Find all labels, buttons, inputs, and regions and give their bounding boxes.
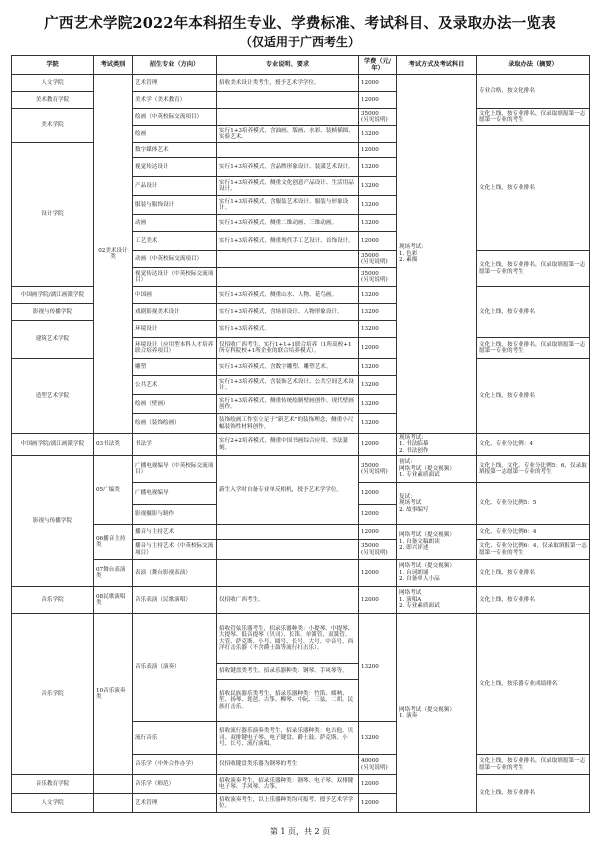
tuition-cell: 12000 xyxy=(359,505,397,525)
tuition-cell: 13200 xyxy=(359,196,397,215)
college-cell: 中国画学院/漓江画派学院 xyxy=(12,287,94,304)
major-cell: 广播电视编导 xyxy=(133,483,217,505)
major-cell: 戏剧影视美术设计 xyxy=(133,304,217,321)
college-cell: 影视与传播学院 xyxy=(12,456,94,587)
description-cell: 实行1+3培养模式，侧重二维动画、三维动画。 xyxy=(217,215,359,232)
description-cell: 实行1+3培养模式，侧重现代手工艺设计、首饰设计。 xyxy=(217,232,359,251)
tuition-cell: 12000 xyxy=(359,232,397,251)
page-subtitle: （仅适用于广西考生） xyxy=(239,35,360,49)
major-cell: 服装与服饰设计 xyxy=(133,196,217,215)
exam-method-cell: 网络考试（提交视频） 1. 演奏 xyxy=(397,614,477,813)
description-cell xyxy=(217,560,359,587)
admissions-table xyxy=(11,55,590,813)
description-cell: 实行1+3培养模式，侧重传统绘制壁画创作、现代壁画创作。 xyxy=(217,395,359,414)
tuition-cell: 12000 xyxy=(359,434,397,456)
description-cell: 实行1+3培养模式，含品牌形象设计、装潢艺术设计。 xyxy=(217,158,359,177)
exam-category-cell: 06播音主持类 xyxy=(94,525,133,560)
tuition-cell: 13200 xyxy=(359,414,397,434)
exam-category-cell: 10音乐演奏类 xyxy=(94,614,133,775)
exam-method-cell: 现场考试： 1. 书法临摹 2. 书法创作 xyxy=(397,434,477,456)
description-cell xyxy=(217,143,359,158)
description-cell xyxy=(217,251,359,268)
college-cell: 设计学院 xyxy=(12,143,94,287)
admission-cell: 文化上线，按专业排名，仅录取填报第一志愿第一专业的考生 xyxy=(477,109,590,126)
tuition-cell: 12000 xyxy=(359,794,397,813)
tuition-cell: 13200 xyxy=(359,395,397,414)
header-tuition: 学费（元/年） xyxy=(359,56,397,75)
tuition-cell: 35000 (另见说明) xyxy=(359,109,397,126)
college-cell: 美术学院 xyxy=(12,109,94,143)
table-row xyxy=(12,75,590,92)
exam-method-cell: 网络考试 1. 演唱A 2. 专业素质面试 xyxy=(397,587,477,614)
header-description: 专业说明、要求 xyxy=(217,56,359,75)
tuition-cell: 13200 xyxy=(359,177,397,196)
admission-cell: 文化上线，按专业排名 xyxy=(477,560,590,587)
header-major: 招生专业（方向） xyxy=(133,56,217,75)
admission-cell: 文化上线，按乐器专业成绩排名 xyxy=(477,614,590,755)
major-cell: 环境设计（应用型本科人才培养联合培养项目） xyxy=(133,338,217,359)
major-cell: 流行音乐 xyxy=(133,722,217,755)
major-cell: 音乐学（师范） xyxy=(133,775,217,794)
tuition-cell: 13200 xyxy=(359,287,397,304)
description-cell: 招收美术设计类考生，授予艺术学学位。 xyxy=(217,75,359,92)
admission-cell: 文化、专业分比例5：5 xyxy=(477,483,590,525)
description-cell: 装饰绘画工作室立足于“新艺术”的装饰理念，侧重小尺幅装饰性材料创作。 xyxy=(217,414,359,434)
college-cell: 影视与传播学院 xyxy=(12,304,94,321)
major-cell: 播音与主持艺术（中英校际交流项目） xyxy=(133,540,217,560)
description-cell xyxy=(217,268,359,287)
tuition-cell: 12000 xyxy=(359,587,397,614)
table-row xyxy=(12,614,590,664)
admission-cell: 文化上线，按专业排名，仅录取填报第一志愿第一专业的考生 xyxy=(477,338,590,359)
admission-cell: 文化、专业分比例6：4 xyxy=(477,525,590,540)
major-cell: 工艺美术 xyxy=(133,232,217,251)
admission-cell: 文化、专业分比例：4 xyxy=(477,434,590,456)
table-row xyxy=(12,560,590,587)
description-cell: 仅招收广西考生。 xyxy=(217,587,359,614)
tuition-cell: 13200 xyxy=(359,722,397,755)
tuition-cell: 12000 xyxy=(359,775,397,794)
page-footer: 第 1 页，共 2 页 xyxy=(269,827,331,836)
table-row xyxy=(12,587,590,614)
description-cell: 招收管弦乐器考生，招录乐器种类：小提琴、中提琴、大提琴、低音提琴（贝司）、长笛、单簧管、双簧管、大管、萨克斯、小号、圆号、长号、大号、中音号、西洋打击乐器（不含爵士鼓等流行打击乐）。 xyxy=(217,614,359,664)
major-cell: 产品设计 xyxy=(133,177,217,196)
admission-cell: 文化上线，按专业排名，仅录取填报第一志愿第一专业的考生 xyxy=(477,755,590,775)
major-cell: 绘画（装饰绘画） xyxy=(133,414,217,434)
exam-category-cell: 07舞台表演类 xyxy=(94,560,133,587)
admission-cell: 文化上线，按专业排名 xyxy=(477,359,590,434)
tuition-cell: 13200 xyxy=(359,304,397,321)
header-exam-category: 考试类别 xyxy=(94,56,133,75)
description-cell: 招收流行器乐演奏类考生，招录乐器种类：电吉他、贝司、双排键电子琴、电子键盘、爵士鼓、萨克斯、小号、长号、流行演唱。 xyxy=(217,722,359,755)
tuition-cell: 13200 xyxy=(359,215,397,232)
major-cell: 美术学（美术教育） xyxy=(133,92,217,109)
tuition-cell: 13200 xyxy=(359,126,397,143)
tuition-cell: 13200 xyxy=(359,376,397,395)
exam-method-cell: 网络考试（提交视频） 1. 自备文稿朗读 2. 即兴评述 xyxy=(397,525,477,560)
table-header-row xyxy=(12,56,590,75)
table-row xyxy=(12,525,590,540)
table-row xyxy=(12,456,590,483)
admission-cell: 文化上线，按专业排名 xyxy=(477,126,590,251)
description-cell: 实行1+3培养模式。 xyxy=(217,321,359,338)
college-cell: 音乐学院 xyxy=(12,587,94,614)
admission-cell: 专业合格，按文化排名 xyxy=(477,75,590,109)
tuition-cell: 12000 xyxy=(359,338,397,359)
admission-cell: 文化上线，按专业排名 xyxy=(477,587,590,614)
major-cell: 绘画（中英校际交流项目） xyxy=(133,109,217,126)
description-cell xyxy=(217,109,359,126)
major-cell: 视觉传达设计 xyxy=(133,158,217,177)
college-cell: 人文学院 xyxy=(12,75,94,92)
table-row xyxy=(12,434,590,456)
tuition-cell: 12000 xyxy=(359,560,397,587)
exam-method-cell: 现场考试： 1. 色彩 2. 素描 xyxy=(397,75,477,434)
exam-category-cell xyxy=(94,794,133,813)
tuition-cell: 35000 (另见说明) xyxy=(359,268,397,287)
description-cell: 招收演奏考生，以上乐器种类均可报考，授予艺术学学位。 xyxy=(217,794,359,813)
description-cell: 新生入学时自备专业单反相机，授予艺术学学位。 xyxy=(217,456,359,525)
description-cell: 实行1+3培养模式，侧重文化创意产品设计、生活用品设计。 xyxy=(217,177,359,196)
description-cell: 仅招收广西考生，实行1+1+1联合培养（1所高校+1所专科院校+1所企业的联合培养模式）。 xyxy=(217,338,359,359)
exam-category-cell xyxy=(94,775,133,794)
admission-cell: 文化、专业分比例6：4，仅录取填报第一志愿第一专业的考生 xyxy=(477,540,590,560)
major-cell: 公共艺术 xyxy=(133,376,217,395)
major-cell: 音乐学（中外合作办学） xyxy=(133,755,217,775)
major-cell: 音乐表演（民歌演唱） xyxy=(133,587,217,614)
tuition-cell: 13200 xyxy=(359,614,397,722)
description-cell xyxy=(217,92,359,109)
tuition-cell: 12000 xyxy=(359,525,397,540)
description-cell xyxy=(217,525,359,540)
tuition-cell: 12000 xyxy=(359,483,397,505)
table-row xyxy=(12,775,590,794)
admission-cell: 文化上线，按专业排名 xyxy=(477,775,590,813)
tuition-cell: 13200 xyxy=(359,321,397,338)
description-cell: 实行1+3培养模式，含服装艺术设计、服装与形象设计。 xyxy=(217,196,359,215)
description-cell xyxy=(217,540,359,560)
major-cell: 绘画 xyxy=(133,126,217,143)
exam-method-cell: 网络考试（提交视频） 1. 台词朗诵 2. 自备单人小品 xyxy=(397,560,477,587)
college-cell: 造型艺术学院 xyxy=(12,359,94,434)
description-cell: 招收演奏考生，招录乐器种类：钢琴、电子琴、双排键电子琴、手风琴、古筝。 xyxy=(217,775,359,794)
major-cell: 影视摄影与制作 xyxy=(133,505,217,525)
major-cell: 动画（中英校际交流项目） xyxy=(133,251,217,268)
major-cell: 雕塑 xyxy=(133,359,217,376)
major-cell: 艺术管理 xyxy=(133,75,217,92)
college-cell: 中国画学院/漓江画派学院 xyxy=(12,434,94,456)
tuition-cell: 12000 xyxy=(359,143,397,158)
tuition-cell: 35000 (另见说明) xyxy=(359,540,397,560)
major-cell: 视觉传达设计（中英校际交流项目） xyxy=(133,268,217,287)
major-cell: 表演（舞台影视表演） xyxy=(133,560,217,587)
tuition-cell: 12000 xyxy=(359,92,397,109)
exam-category-cell: 03书法类 xyxy=(94,434,133,456)
header-college: 学院 xyxy=(12,56,94,75)
tuition-cell: 40000 (另见说明) xyxy=(359,755,397,775)
major-cell: 环境设计 xyxy=(133,321,217,338)
exam-method-cell: 初试： 网络考试（提交视频） 1. 专业素质面试 xyxy=(397,456,477,483)
major-cell: 音乐表演（演奏） xyxy=(133,614,217,722)
college-cell: 音乐学院 xyxy=(12,614,94,775)
major-cell: 动画 xyxy=(133,215,217,232)
major-cell: 绘画（壁画） xyxy=(133,395,217,414)
tuition-cell: 35000 (另见说明) xyxy=(359,251,397,268)
major-cell: 艺术管理 xyxy=(133,794,217,813)
description-cell: 实行2+2培养模式，侧重中国书画综合应用、书法篆刻。 xyxy=(217,434,359,456)
admission-cell: 文化上线，按专业排名，仅录取填报第一志愿第一专业的考生 xyxy=(477,251,590,287)
admission-cell: 文化上线，文化、专业分比例5：6，仅录取填报第一志愿第一专业的考生 xyxy=(477,456,590,483)
description-cell: 仅招收键盘类乐器为钢琴的考生 xyxy=(217,755,359,775)
exam-category-cell: 02美术设计类 xyxy=(94,75,133,434)
major-cell: 广播电视编导（中英校际交流项目） xyxy=(133,456,217,483)
college-cell: 人文学院 xyxy=(12,794,94,813)
header-admission: 录取办法（摘要） xyxy=(477,56,590,75)
major-cell: 书法学 xyxy=(133,434,217,456)
major-cell: 播音与主持艺术 xyxy=(133,525,217,540)
college-cell: 建筑艺术学院 xyxy=(12,321,94,359)
description-cell: 实行1+3培养模式，含油画、版画、水彩、装帧插图、实验艺术。 xyxy=(217,126,359,143)
description-cell: 实行1+3培养模式，侧重山水、人物、花鸟画。 xyxy=(217,287,359,304)
tuition-cell: 13200 xyxy=(359,359,397,376)
description-cell: 实行1+3培养模式，含数字雕塑、雕塑艺术。 xyxy=(217,359,359,376)
tuition-cell: 35000 (另见说明) xyxy=(359,456,397,483)
page-title: 广西艺术学院2022年本科招生专业、学费标准、考试科目、及录取办法一览表 xyxy=(44,15,556,32)
exam-category-cell: 05广编类 xyxy=(94,456,133,525)
description-cell: 实行1+3培养模式，含装饰艺术设计、公共空间艺术设计。 xyxy=(217,376,359,395)
description-cell: 招收民族器乐类考生，招录乐器种类：竹笛、唢呐、笙、扬琴、琵琶、古筝、柳琴、中阮、三弦、二胡、民族打击乐。 xyxy=(217,680,359,722)
header-exam-method: 考试方式及考试科目 xyxy=(397,56,477,75)
college-cell: 音乐教育学院 xyxy=(12,775,94,794)
description-cell: 招收键盘类考生，招录乐器种类：钢琴、手风琴等。 xyxy=(217,664,359,680)
admission-cell: 文化上线，按专业排名 xyxy=(477,287,590,338)
tuition-cell: 13200 xyxy=(359,158,397,177)
college-cell: 美术教育学院 xyxy=(12,92,94,109)
tuition-cell: 12000 xyxy=(359,75,397,92)
major-cell: 中国画 xyxy=(133,287,217,304)
exam-category-cell: 08民歌演唱类 xyxy=(94,587,133,614)
description-cell: 实行1+3培养模式，含场景设计、人物形象设计。 xyxy=(217,304,359,321)
exam-method-cell: 复试： 现场考试 2. 故事编写 xyxy=(397,483,477,525)
major-cell: 数字媒体艺术 xyxy=(133,143,217,158)
